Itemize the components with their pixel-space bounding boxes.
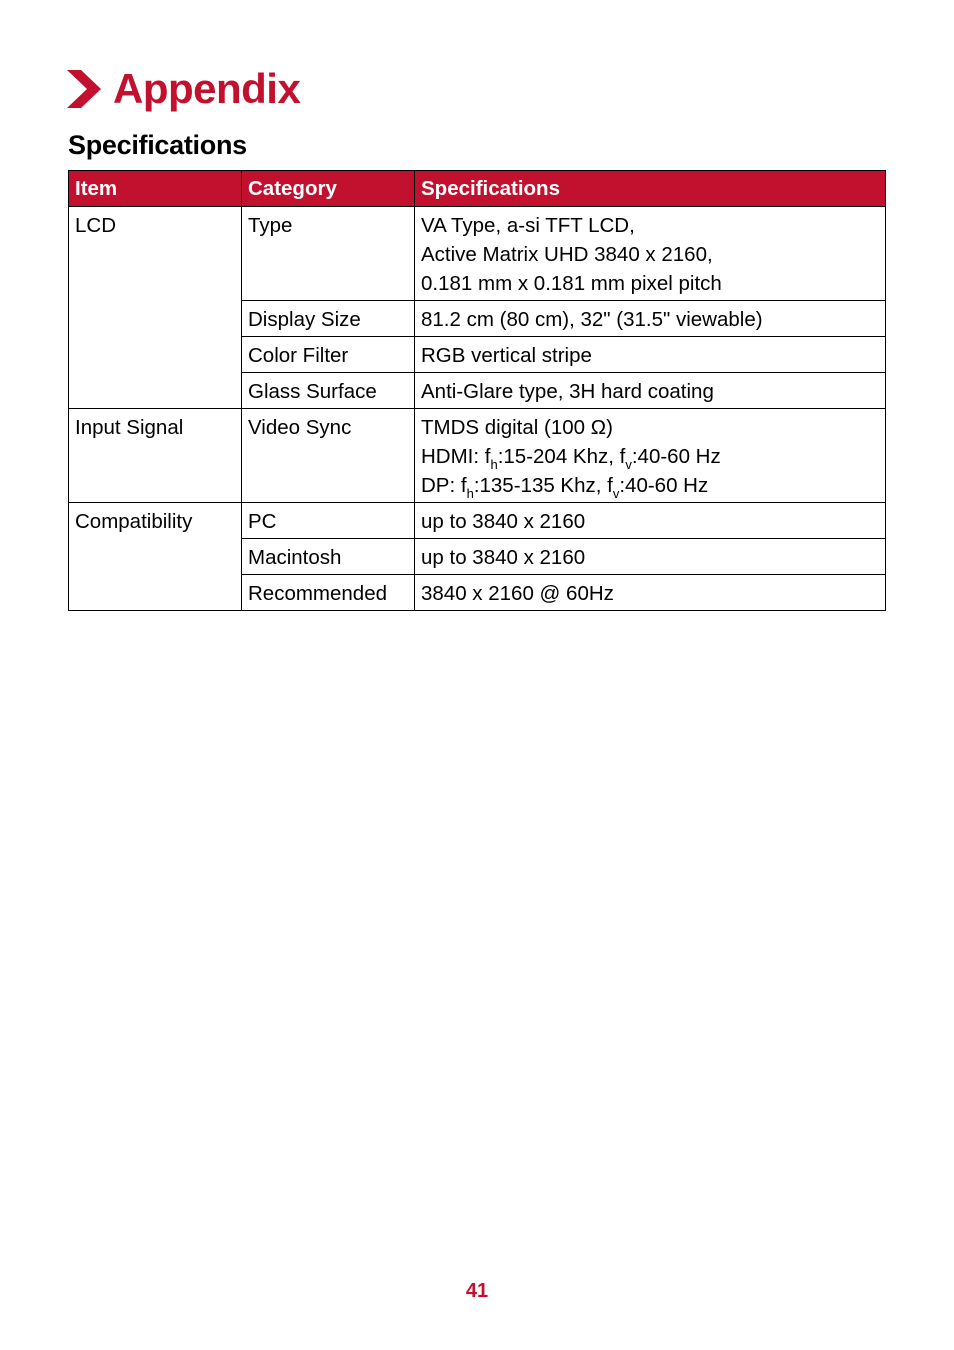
- chevron-right-icon: [67, 70, 101, 108]
- dp-suffix: :40-60 Hz: [619, 474, 709, 497]
- category-type: Type: [242, 207, 415, 301]
- table-row: [69, 409, 886, 503]
- spec-dp-line: [421, 471, 879, 500]
- spec-type-line: VA Type, a-si TFT LCD,: [421, 214, 635, 237]
- dp-sub-v: v: [612, 486, 620, 501]
- category-glass-surface: Glass Surface: [242, 373, 415, 409]
- spec-pc: up to 3840 x 2160: [415, 503, 886, 539]
- table-row: [69, 207, 886, 301]
- section-title: Specifications: [68, 130, 247, 160]
- dp-mid: :135-135 Khz, f: [473, 474, 613, 497]
- header-category: Category: [242, 171, 415, 207]
- category-pc: PC: [242, 503, 415, 539]
- table-header-row: [69, 171, 886, 207]
- category-macintosh: Macintosh: [242, 539, 415, 575]
- spec-color-filter: RGB vertical stripe: [415, 337, 886, 373]
- category-recommended: Recommended: [242, 575, 415, 611]
- spec-video-sync: [415, 409, 886, 503]
- category-color-filter: Color Filter: [242, 337, 415, 373]
- item-lcd: LCD: [69, 207, 242, 409]
- dp-sub-h: h: [466, 486, 474, 501]
- dp-prefix: DP: f: [421, 474, 467, 497]
- spec-type-line: 0.181 mm x 0.181 mm pixel pitch: [421, 272, 722, 295]
- chapter-heading: [67, 64, 300, 114]
- hdmi-mid: :15-204 Khz, f: [497, 445, 626, 468]
- hdmi-prefix: HDMI: f: [421, 445, 491, 468]
- spec-display-size: 81.2 cm (80 cm), 32" (31.5" viewable): [415, 301, 886, 337]
- hdmi-sub-h: h: [490, 457, 498, 472]
- category-display-size: Display Size: [242, 301, 415, 337]
- chapter-title: Appendix: [113, 65, 301, 112]
- spec-type: [415, 207, 886, 301]
- hdmi-sub-v: v: [625, 457, 632, 472]
- spec-glass-surface: Anti-Glare type, 3H hard coating: [415, 373, 886, 409]
- spec-tmds-line: TMDS digital (100 Ω): [421, 416, 613, 439]
- item-compatibility: Compatibility: [69, 503, 242, 611]
- header-specifications: Specifications: [415, 171, 886, 207]
- item-input-signal: Input Signal: [69, 409, 242, 503]
- page-number: 41: [465, 1280, 489, 1302]
- spec-type-line: Active Matrix UHD 3840 x 2160,: [421, 243, 713, 266]
- spec-macintosh: up to 3840 x 2160: [415, 539, 886, 575]
- specifications-table: [68, 170, 886, 611]
- spec-hdmi-line: [421, 442, 879, 471]
- table-row: [69, 503, 886, 539]
- hdmi-suffix: :40-60 Hz: [631, 445, 721, 468]
- spec-recommended: 3840 x 2160 @ 60Hz: [415, 575, 886, 611]
- category-video-sync: Video Sync: [242, 409, 415, 503]
- header-item: Item: [69, 171, 242, 207]
